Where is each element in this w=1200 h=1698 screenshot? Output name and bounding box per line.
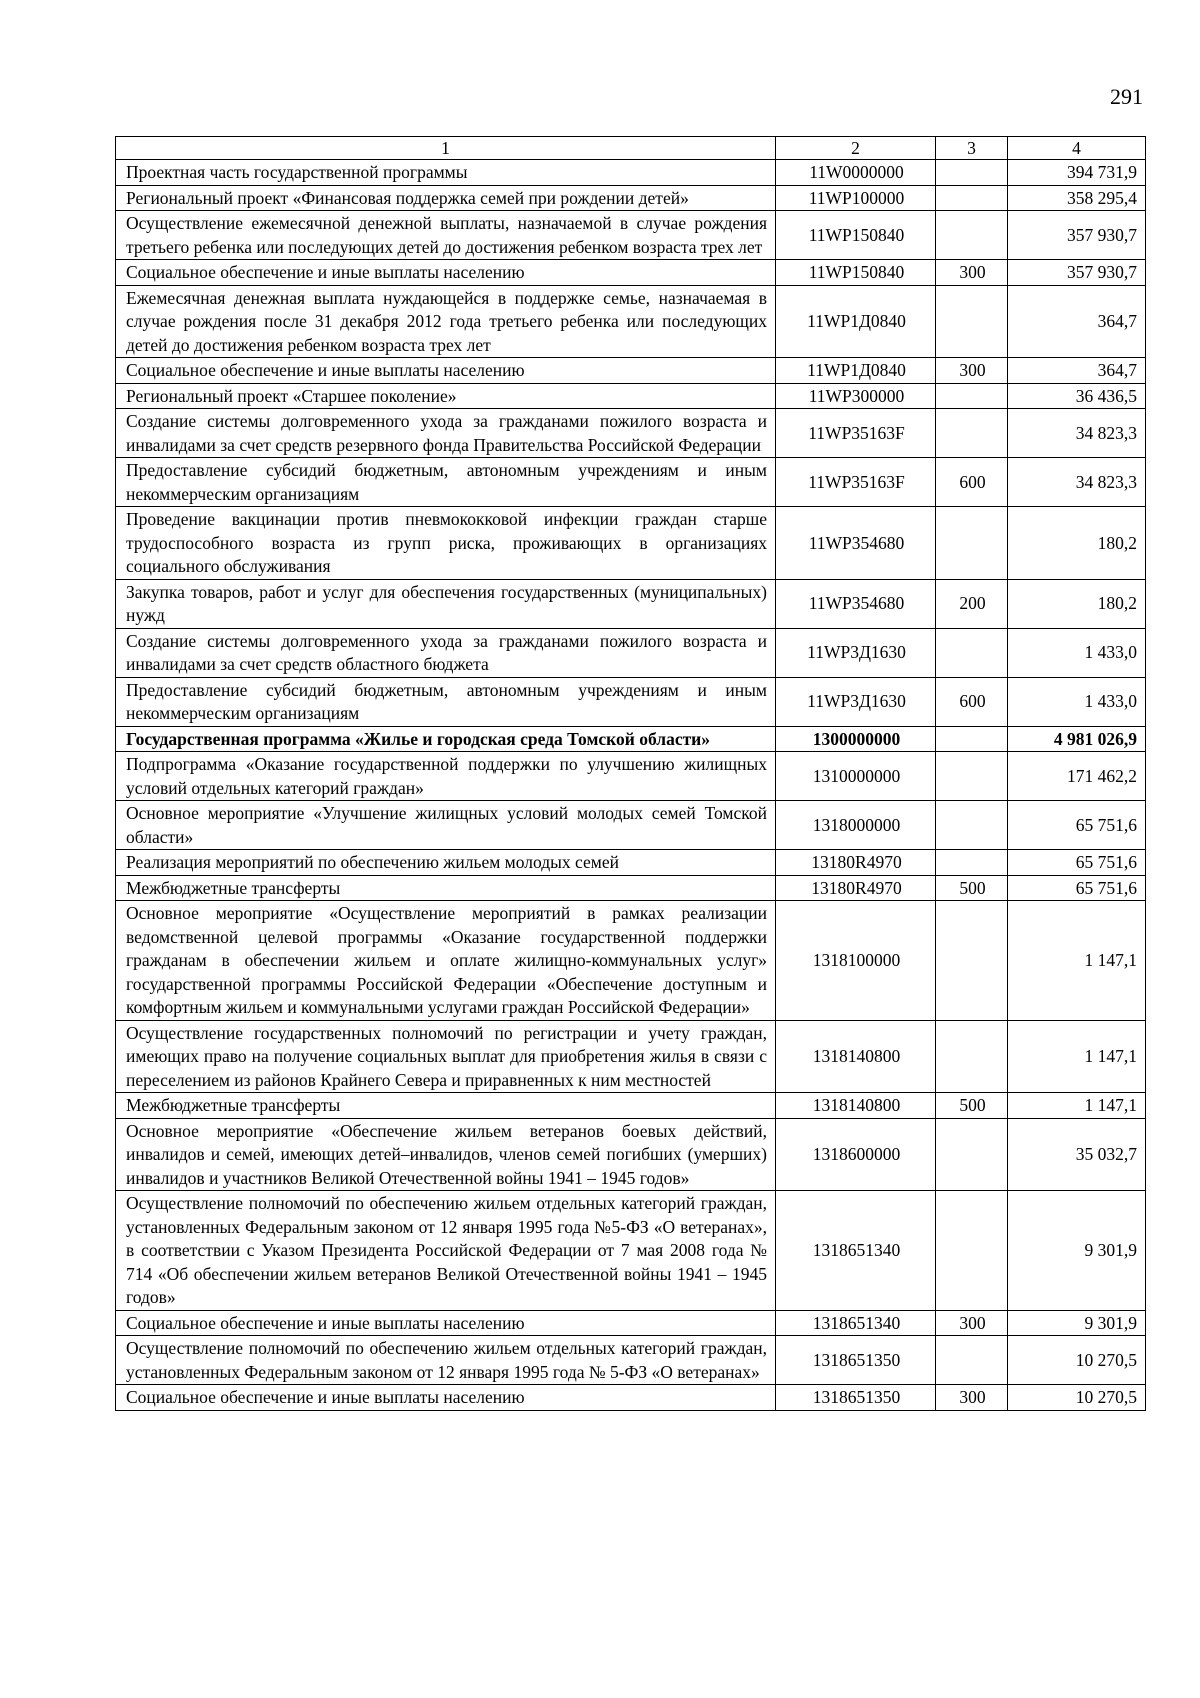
row-name-cell: Осуществление государственных полномочий по регистрации и учету граждан, имеющих право на получение социальных выплат для приобретения жилья в связи с переселением из районов Крайнего Севера и приравненных к ним местностей — [116, 1020, 776, 1093]
row-name-cell: Осуществление полномочий по обеспечению жильем отдельных категорий граждан, установленных Федеральным законом от 12 января 1995 года №5-ФЗ «О ветеранах», в соответствии с Указом Президента Российской Федерации от 7 мая 2008 года № 714 «Об обеспечении жильем ветеранов Великой Отечественной войны 1941 – 1945 годов» — [116, 1191, 776, 1311]
row-amount-cell: 1 147,1 — [1008, 1020, 1146, 1093]
row-name-cell: Социальное обеспечение и иные выплаты населению — [116, 1385, 776, 1411]
table-row — [116, 726, 1146, 752]
row-code-cell: 11WP35163F — [776, 409, 936, 458]
table-row — [116, 1310, 1146, 1336]
row-name-cell: Закупка товаров, работ и услуг для обеспечения государственных (муниципальных) нужд — [116, 579, 776, 628]
table-row — [116, 1385, 1146, 1411]
table-body — [116, 160, 1146, 1411]
row-amount-cell: 34 823,3 — [1008, 458, 1146, 507]
row-name-cell: Основное мероприятие «Осуществление мероприятий в рамках реализации ведомственной целевой программы «Оказание государственной поддержки гражданам в обеспечении жильем и оплате жилищно-коммунальных услуг» государственной программы Российской Федерации «Обеспечение доступным и комфортным жильем и коммунальными услугами граждан Российской Федерации» — [116, 901, 776, 1021]
row-type-cell: 300 — [936, 1385, 1008, 1411]
row-type-cell — [936, 628, 1008, 677]
row-name-cell: Осуществление ежемесячной денежной выплаты, назначаемой в случае рождения третьего ребенка или последующих детей до достижения ребенком возраста трех лет — [116, 211, 776, 260]
row-name-cell: Проектная часть государственной программы — [116, 160, 776, 186]
row-type-cell — [936, 850, 1008, 876]
row-type-cell: 600 — [936, 458, 1008, 507]
table-row — [116, 1118, 1146, 1191]
row-code-cell: 1318651340 — [776, 1310, 936, 1336]
row-amount-cell: 180,2 — [1008, 507, 1146, 580]
table-row — [116, 1020, 1146, 1093]
row-amount-cell: 10 270,5 — [1008, 1385, 1146, 1411]
row-name-cell: Региональный проект «Старшее поколение» — [116, 383, 776, 409]
row-type-cell: 300 — [936, 358, 1008, 384]
row-type-cell: 500 — [936, 875, 1008, 901]
table-row — [116, 752, 1146, 801]
row-amount-cell: 34 823,3 — [1008, 409, 1146, 458]
row-name-cell: Межбюджетные трансферты — [116, 875, 776, 901]
column-header-code: 2 — [776, 137, 936, 160]
row-type-cell — [936, 1336, 1008, 1385]
table-row — [116, 850, 1146, 876]
table-row — [116, 875, 1146, 901]
row-name-cell: Предоставление субсидий бюджетным, автономным учреждениям и иным некоммерческим организациям — [116, 677, 776, 726]
column-header-amount: 4 — [1008, 137, 1146, 160]
row-amount-cell: 357 930,7 — [1008, 260, 1146, 286]
row-code-cell: 11WP3Д1630 — [776, 677, 936, 726]
row-name-cell: Основное мероприятие «Улучшение жилищных условий молодых семей Томской области» — [116, 801, 776, 850]
row-amount-cell: 358 295,4 — [1008, 185, 1146, 211]
row-code-cell: 11WP150840 — [776, 211, 936, 260]
row-name-cell: Межбюджетные трансферты — [116, 1093, 776, 1119]
row-amount-cell: 1 433,0 — [1008, 628, 1146, 677]
row-code-cell: 11W0000000 — [776, 160, 936, 186]
row-type-cell — [936, 383, 1008, 409]
row-code-cell: 1318140800 — [776, 1093, 936, 1119]
row-amount-cell: 1 147,1 — [1008, 1093, 1146, 1119]
row-type-cell: 300 — [936, 1310, 1008, 1336]
row-amount-cell: 1 147,1 — [1008, 901, 1146, 1021]
row-code-cell: 11WP1Д0840 — [776, 285, 936, 358]
row-name-cell: Региональный проект «Финансовая поддержка семей при рождении детей» — [116, 185, 776, 211]
row-amount-cell: 394 731,9 — [1008, 160, 1146, 186]
row-code-cell: 11WP150840 — [776, 260, 936, 286]
row-type-cell: 300 — [936, 260, 1008, 286]
row-code-cell: 1318000000 — [776, 801, 936, 850]
row-code-cell: 11WP300000 — [776, 383, 936, 409]
row-amount-cell: 364,7 — [1008, 358, 1146, 384]
row-code-cell: 11WP100000 — [776, 185, 936, 211]
row-amount-cell: 1 433,0 — [1008, 677, 1146, 726]
row-name-cell: Проведение вакцинации против пневмококковой инфекции граждан старше трудоспособного возраста из групп риска, проживающих в организациях социального обслуживания — [116, 507, 776, 580]
table-row — [116, 1093, 1146, 1119]
row-type-cell: 500 — [936, 1093, 1008, 1119]
row-type-cell — [936, 507, 1008, 580]
row-code-cell: 11WP3Д1630 — [776, 628, 936, 677]
row-name-cell: Предоставление субсидий бюджетным, автономным учреждениям и иным некоммерческим организациям — [116, 458, 776, 507]
row-type-cell — [936, 1020, 1008, 1093]
table-row — [116, 409, 1146, 458]
row-code-cell: 1318651340 — [776, 1191, 936, 1311]
row-code-cell: 11WP354680 — [776, 579, 936, 628]
row-amount-cell: 65 751,6 — [1008, 801, 1146, 850]
table-row — [116, 628, 1146, 677]
row-name-cell: Создание системы долговременного ухода за гражданами пожилого возраста и инвалидами за счет средств областного бюджета — [116, 628, 776, 677]
row-type-cell — [936, 901, 1008, 1021]
row-code-cell: 1318651350 — [776, 1336, 936, 1385]
row-type-cell: 200 — [936, 579, 1008, 628]
table-row — [116, 383, 1146, 409]
row-type-cell — [936, 285, 1008, 358]
row-amount-cell: 364,7 — [1008, 285, 1146, 358]
table-row — [116, 358, 1146, 384]
row-type-cell: 600 — [936, 677, 1008, 726]
row-name-cell: Осуществление полномочий по обеспечению жильем отдельных категорий граждан, установленных Федеральным законом от 12 января 1995 года № 5-ФЗ «О ветеранах» — [116, 1336, 776, 1385]
row-amount-cell: 9 301,9 — [1008, 1191, 1146, 1311]
row-code-cell: 11WP35163F — [776, 458, 936, 507]
table-row — [116, 458, 1146, 507]
row-amount-cell: 65 751,6 — [1008, 850, 1146, 876]
row-amount-cell: 357 930,7 — [1008, 211, 1146, 260]
row-code-cell: 1318651350 — [776, 1385, 936, 1411]
row-amount-cell: 35 032,7 — [1008, 1118, 1146, 1191]
row-amount-cell: 171 462,2 — [1008, 752, 1146, 801]
row-code-cell: 1318140800 — [776, 1020, 936, 1093]
table-row — [116, 677, 1146, 726]
table-row — [116, 901, 1146, 1021]
row-amount-cell: 180,2 — [1008, 579, 1146, 628]
table-row — [116, 1336, 1146, 1385]
row-name-cell: Создание системы долговременного ухода за гражданами пожилого возраста и инвалидами за счет средств резервного фонда Правительства Российской Федерации — [116, 409, 776, 458]
table-row — [116, 507, 1146, 580]
table-row — [116, 185, 1146, 211]
row-name-cell: Социальное обеспечение и иные выплаты населению — [116, 358, 776, 384]
row-amount-cell: 9 301,9 — [1008, 1310, 1146, 1336]
row-type-cell — [936, 752, 1008, 801]
row-name-cell: Государственная программа «Жилье и городская среда Томской области» — [116, 726, 776, 752]
row-amount-cell: 65 751,6 — [1008, 875, 1146, 901]
row-code-cell: 1310000000 — [776, 752, 936, 801]
row-type-cell — [936, 1191, 1008, 1311]
row-type-cell — [936, 185, 1008, 211]
row-code-cell: 1300000000 — [776, 726, 936, 752]
table-row — [116, 579, 1146, 628]
row-amount-cell: 36 436,5 — [1008, 383, 1146, 409]
row-type-cell — [936, 211, 1008, 260]
row-type-cell — [936, 1118, 1008, 1191]
row-name-cell: Социальное обеспечение и иные выплаты населению — [116, 1310, 776, 1336]
budget-table — [115, 136, 1146, 1411]
row-code-cell: 11WP1Д0840 — [776, 358, 936, 384]
table-row — [116, 801, 1146, 850]
table-row — [116, 1191, 1146, 1311]
row-name-cell: Ежемесячная денежная выплата нуждающейся в поддержке семье, назначаемая в случае рождения после 31 декабря 2012 года третьего ребенка или последующих детей до достижения ребенком возраста трех лет — [116, 285, 776, 358]
row-name-cell: Подпрограмма «Оказание государственной поддержки по улучшению жилищных условий отдельных категорий граждан» — [116, 752, 776, 801]
row-amount-cell: 10 270,5 — [1008, 1336, 1146, 1385]
row-type-cell — [936, 801, 1008, 850]
row-type-cell — [936, 409, 1008, 458]
row-code-cell: 13180R4970 — [776, 875, 936, 901]
row-name-cell: Социальное обеспечение и иные выплаты населению — [116, 260, 776, 286]
table-header-row — [116, 137, 1146, 160]
row-name-cell: Реализация мероприятий по обеспечению жильем молодых семей — [116, 850, 776, 876]
table-row — [116, 260, 1146, 286]
column-header-name: 1 — [116, 137, 776, 160]
row-code-cell: 1318600000 — [776, 1118, 936, 1191]
row-type-cell — [936, 726, 1008, 752]
table-row — [116, 285, 1146, 358]
table-row — [116, 160, 1146, 186]
row-amount-cell: 4 981 026,9 — [1008, 726, 1146, 752]
row-name-cell: Основное мероприятие «Обеспечение жильем ветеранов боевых действий, инвалидов и семей, имеющих детей–инвалидов, членов семей погибших (умерших) инвалидов и участников Великой Отечественной войны 1941 – 1945 годов» — [116, 1118, 776, 1191]
row-code-cell: 11WP354680 — [776, 507, 936, 580]
table-row — [116, 211, 1146, 260]
row-code-cell: 1318100000 — [776, 901, 936, 1021]
column-header-type: 3 — [936, 137, 1008, 160]
row-type-cell — [936, 160, 1008, 186]
row-code-cell: 13180R4970 — [776, 850, 936, 876]
page-number: 291 — [1110, 84, 1143, 109]
